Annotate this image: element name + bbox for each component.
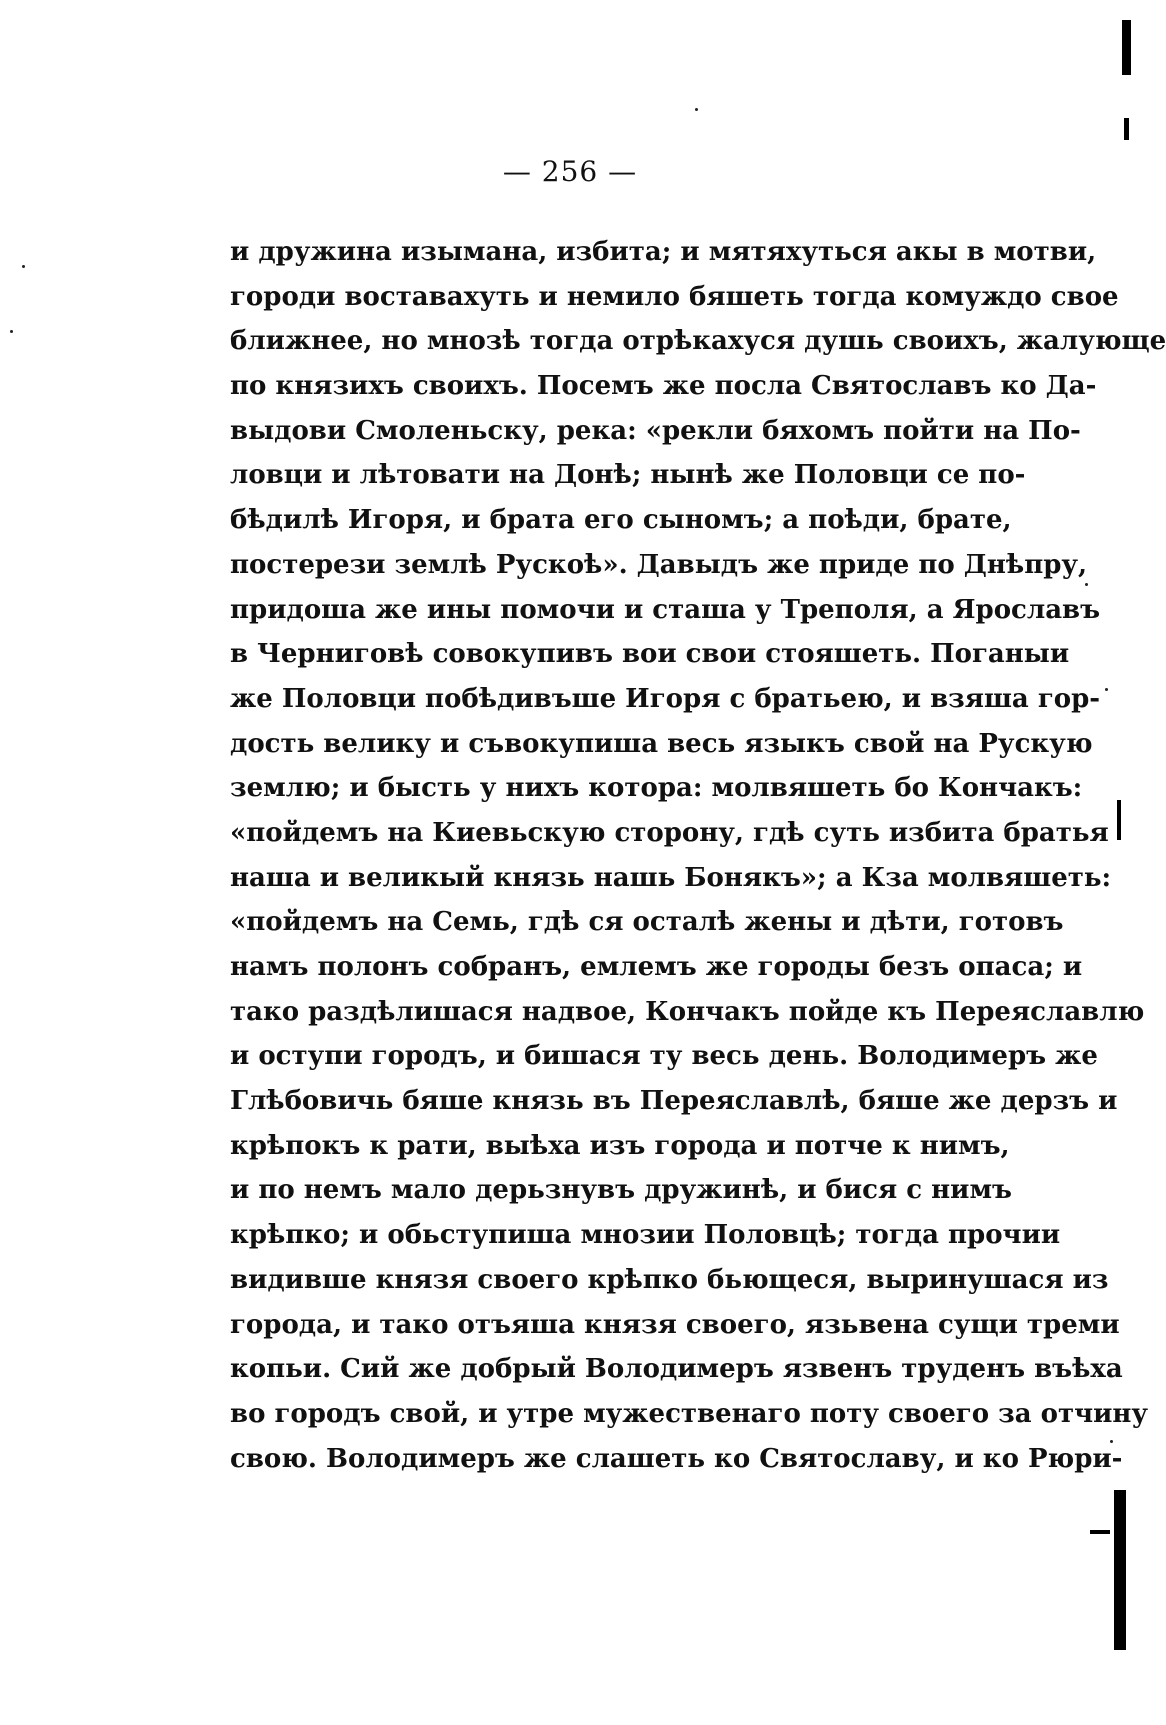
text-line: и оступи городъ, и бишася ту весь день. Володимеръ же [230, 1041, 1098, 1072]
text-line: ближнее, но мнозѣ тогда отрѣкахуся душь своихъ, жалующе [230, 326, 1166, 357]
scan-edge-mark [1114, 1490, 1126, 1650]
scan-edge-mark [1090, 1530, 1110, 1534]
scan-speck [1085, 583, 1088, 586]
scan-speck [10, 330, 13, 333]
scan-edge-mark [1117, 800, 1121, 840]
page-number: — 256 — [502, 155, 638, 188]
text-line: в Черниговѣ совокупивъ вои свои стояшеть. Поганыи [230, 639, 1070, 670]
scan-speck [1110, 1440, 1113, 1443]
scan-speck [22, 265, 25, 268]
text-line: и дружина изымана, избита; и мятяхуться акы в мотви, [230, 237, 1097, 267]
text-line: «пойдемъ на Киевьскую сторону, гдѣ суть избита братья [230, 817, 1109, 848]
text-line: свою. Володимеръ же слашеть ко Святославу, и ко Рюри- [230, 1443, 1123, 1474]
text-line: бѣдилѣ Игоря, и брата его сыномъ; а поѣди, брате, [230, 505, 1012, 536]
text-line: города, и тако отъяша князя своего, язьвена сущи треми [230, 1309, 1120, 1340]
scan-speck [1105, 688, 1108, 691]
text-line: тако раздѣлишася надвое, Кончакъ пойде къ Переяславлю [230, 996, 1145, 1027]
scan-edge-mark [1122, 20, 1131, 75]
page-body-text [230, 230, 1166, 1481]
text-line: придоша же ины помочи и сташа у Треполя, а Ярославъ [230, 594, 1101, 625]
text-line: постерези землѣ Рускоѣ». Давыдъ же приде по Днѣпру, [230, 549, 1088, 580]
scan-speck [695, 108, 698, 111]
text-line: Глѣбовичь бяше князь въ Переяславлѣ, бяше же дерзъ и [230, 1086, 1118, 1117]
text-line: по князихъ своихъ. Посемъ же посла Святославъ ко Да- [230, 371, 1097, 402]
text-line: крѣпокъ к рати, выѣха изъ города и потче к нимъ, [230, 1130, 1010, 1161]
scan-edge-mark [1124, 118, 1129, 140]
text-line: и по немъ мало дерьзнувъ дружинѣ, и бися с нимъ [230, 1175, 1012, 1206]
text-line: во городъ свой, и утре мужественаго поту своего за отчину [230, 1398, 1149, 1429]
text-line: городи воставахуть и немило бяшеть тогда комуждо свое [230, 281, 1119, 312]
text-line: наша и великый князь нашь Бонякъ»; а Кза молвяшеть: [230, 862, 1112, 893]
text-line: видивше князя своего крѣпко бьющеся, выринушася из [230, 1264, 1109, 1295]
text-line: землю; и бысть у нихъ котора: молвяшеть бо Кончакъ: [230, 773, 1083, 804]
text-line: копьи. Сий же добрый Володимеръ язвенъ труденъ въѣха [230, 1354, 1123, 1385]
text-line: намъ полонъ собранъ, емлемъ же городы безъ опаса; и [230, 952, 1083, 982]
text-line: выдови Смоленьску, река: «рекли бяхомъ пойти на По- [230, 415, 1081, 446]
text-line: «пойдемъ на Семь, гдѣ ся осталѣ жены и дѣти, готовъ [230, 907, 1064, 938]
text-line: ловци и лѣтовати на Донѣ; нынѣ же Половци се по- [230, 460, 1026, 491]
text-line: же Половци побѣдивъше Игоря с братьею, и взяша гор- [230, 683, 1101, 714]
text-line: дость велику и съвокупиша весь языкъ свой на Рускую [230, 728, 1093, 759]
text-line: крѣпко; и обьступиша мнозии Половцѣ; тогда прочии [230, 1220, 1061, 1251]
